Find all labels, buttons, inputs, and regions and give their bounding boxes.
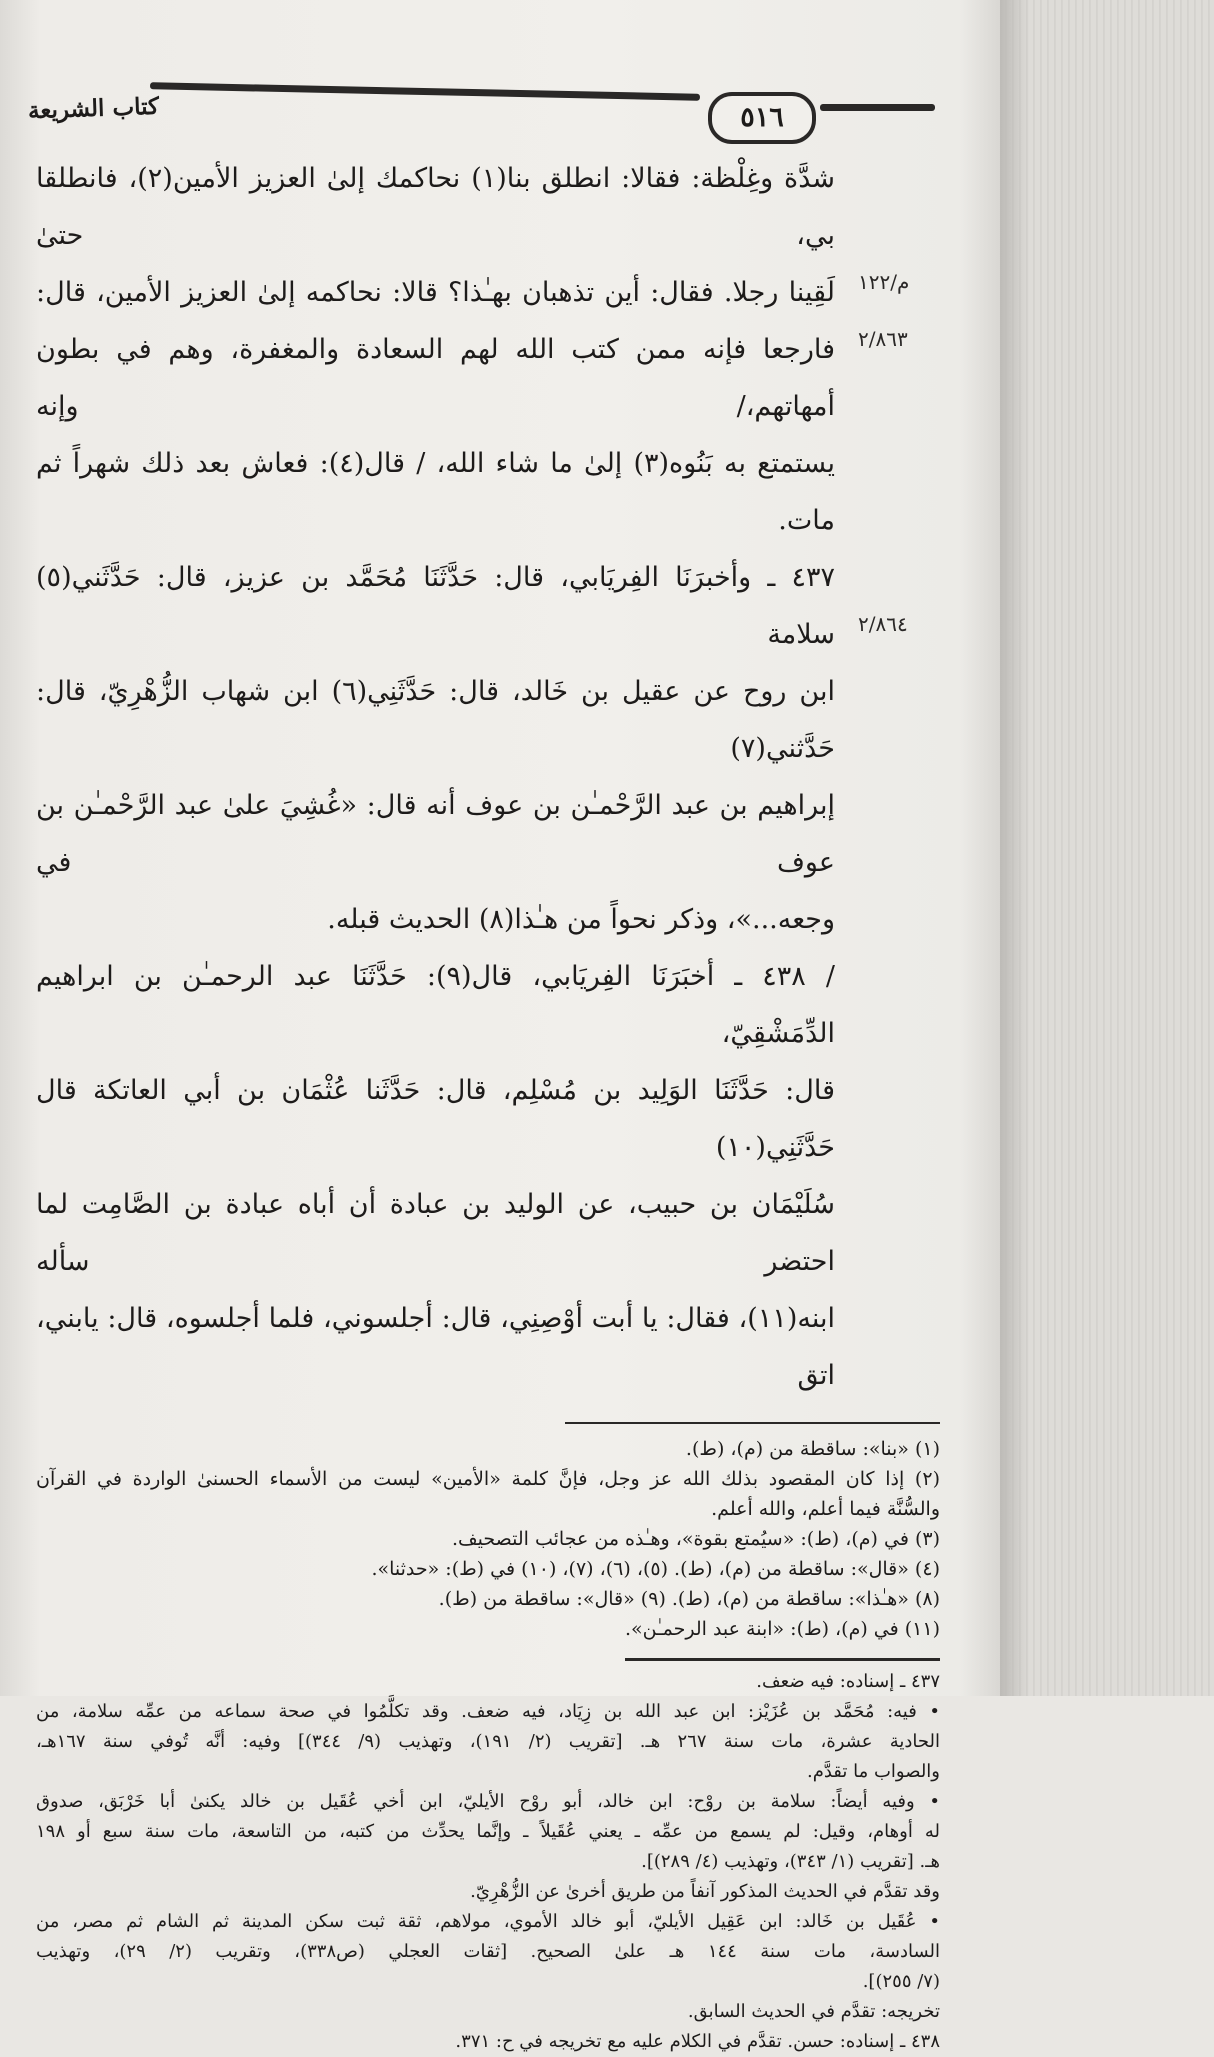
commentary-line: • عُقَيل بن خَالد: ابن عَقِيل الأيليّ، أبو خالد الأموي، مولاهم، ثقة ثبت سكن المدينة ثم الشام ثم مصر، من	[36, 1911, 940, 1932]
footnotes-line: (١) «بنا»: ساقطة من (م)، (ط).	[685, 1438, 940, 1460]
book-title: كتاب الشريعة	[27, 92, 160, 125]
margin-reference: ٢/٨٦٤	[858, 612, 908, 636]
header-rule	[150, 82, 700, 101]
main_text-line: إبراهيم بن عبد الرَّحْمـٰن بن عوف أنه قال: «غُشِيَ علىٰ عبد الرَّحْمـٰن بن عوف في	[36, 790, 835, 878]
footnote-divider	[565, 1422, 940, 1424]
commentary-line: ٤٣٨ ـ إسناده: حسن. تقدَّم في الكلام عليه مع تخريجه في ح: ٣٧١.	[455, 2031, 940, 2052]
commentary-line: هـ. [تقريب (١/ ٣٤٣)، وتهذيب (٤/ ٢٨٩)].	[641, 1851, 940, 1872]
commentary-line: وقد تقدَّم في الحديث المذكور آنفاً من طريق أخرىٰ عن الزُّهْرِيّ.	[470, 1881, 940, 1902]
commentary-line: السادسة، مات سنة ١٤٤ هـ علىٰ الصحيح. [ثقات العجلي (ص٣٣٨)، وتقريب (٢/ ٢٩)، وتهذيب	[36, 1941, 940, 1962]
footnotes-line: والسُّنَّة فيما أعلم، والله أعلم.	[711, 1498, 940, 1520]
footnotes-line: (٨) «هـٰذا»: ساقطة من (م)، (ط). (٩) «قال»: ساقطة من (ط).	[438, 1588, 940, 1610]
commentary-line: له أوهام، وقيل: لم يسمع من عمِّه ـ يعني عُقَيلاً ـ وإنَّما يحدِّث من كتبه، من التاسعة، مات سنة سبع أو ١٩٨	[36, 1821, 940, 1842]
commentary-line: والصواب ما تقدَّم.	[806, 1761, 940, 1782]
commentary-line: ٤٣٧ ـ إسناده: فيه ضعف.	[756, 1671, 940, 1692]
main_text-line: ٤٣٧ ـ وأخبرَنَا الفِريَابي، قال: حَدَّثَنَا مُحَمَّد بن عزيز، قال: حَدَّثَني(٥) سلامة	[36, 562, 835, 650]
commentary-line: الحادية عشرة، مات سنة ٢٦٧ هـ. [تقريب (٢/ ١٩١)، وتهذيب (٩/ ٣٤٤)] وفيه: أنَّه تُوفي سنة ١٦٧هـ،	[36, 1731, 940, 1752]
commentary-line: (٧/ ٢٥٥)].	[862, 1971, 940, 1992]
page-edges	[1000, 0, 1214, 1696]
main_text-line: فارجعا فإنه ممن كتب الله لهم السعادة والمغفرة، وهم في بطون أمهاتهم،/ وإنه	[36, 334, 835, 422]
main_text-line: سُلَيْمَان بن حبيب، عن الوليد بن عبادة أن أباه عبادة بن الصَّامِت لما احتضر سأله	[36, 1189, 835, 1277]
margin-reference: م/١٢٢	[858, 270, 910, 294]
text-column	[36, 150, 940, 2057]
page-number: ٥١٦	[708, 92, 816, 144]
main_text-line: ابن روح عن عقيل بن خَالد، قال: حَدَّثَنِي(٦) ابن شهاب الزُّهْرِيّ، قال: حَدَّثني(٧)	[36, 676, 835, 764]
footnotes	[36, 1434, 940, 1644]
commentary	[36, 1667, 940, 2057]
main_text-line: شدَّة وغِلْظة: فقالا: انطلق بنا(١) نحاكمك إلىٰ العزيز الأمين(٢)، فانطلقا بي، حتىٰ	[36, 163, 835, 251]
main_text-line: يستمتع به بَنُوه(٣) إلىٰ ما شاء الله، / قال(٤): فعاش بعد ذلك شهراً ثم مات.	[36, 448, 835, 536]
main-text	[36, 150, 940, 1404]
commentary-line: • فيه: مُحَمَّد بن عُزَيْز: ابن عبد الله بن زِيَاد، فيه ضعف. وقد تكلَّمُوا في صحة سماعه من عمِّه سلامة، من	[36, 1701, 940, 1722]
footnotes-line: (٤) «قال»: ساقطة من (م)، (ط). (٥)، (٦)، (٧)، (١٠) في (ط): «حدثنا».	[371, 1558, 940, 1580]
commentary-divider	[625, 1658, 940, 1661]
main_text-line: / ٤٣٨ ـ أخبَرَنَا الفِريَابي، قال(٩): حَدَّثَنَا عبد الرحمـٰن بن ابراهيم الدِّمَشْقِيّ،	[36, 961, 835, 1049]
main_text-line: لَقِينا رجلا. فقال: أين تذهبان بهـٰذا؟ قالا: نحاكمه إلىٰ العزيز الأمين، قال:	[36, 277, 835, 308]
main_text-line: قال: حَدَّثَنَا الوَلِيد بن مُسْلِم، قال: حَدَّثَنا عُثْمَان بن أبي العاتكة قال حَدَّثَنِي(١٠)	[36, 1075, 835, 1163]
margin-reference: ٢/٨٦٣	[858, 327, 908, 351]
commentary-line: تخريجه: تقدَّم في الحديث السابق.	[687, 2001, 940, 2022]
footnotes-line: (٢) إذا كان المقصود بذلك الله عز وجل، فإنَّ كلمة «الأمين» ليست من الأسماء الحسنىٰ الواردة في القرآن	[36, 1468, 940, 1490]
main_text-line: ابنه(١١)، فقال: يا أبت أوْصِنِي، قال: أجلسوني، فلما أجلسوه، قال: يابني، اتق	[36, 1303, 835, 1391]
main_text-line: وجعه...»، وذكر نحواً من هـٰذا(٨) الحديث قبله.	[327, 904, 835, 935]
footnotes-line: (١١) في (م)، (ط): «ابنة عبد الرحمـٰن».	[624, 1618, 940, 1640]
commentary-line: • وفيه أيضاً: سلامة بن روْح: ابن خالد، أبو روْح الأيليّ، ابن أخي عُقَيل بن خالد يكنىٰ أبا خَرْبَق، صدوق	[36, 1791, 940, 1812]
footnotes-line: (٣) في (م)، (ط): «سيُمتع بقوة»، وهـٰذه من عجائب التصحيف.	[451, 1528, 940, 1550]
header-rule	[820, 104, 935, 111]
